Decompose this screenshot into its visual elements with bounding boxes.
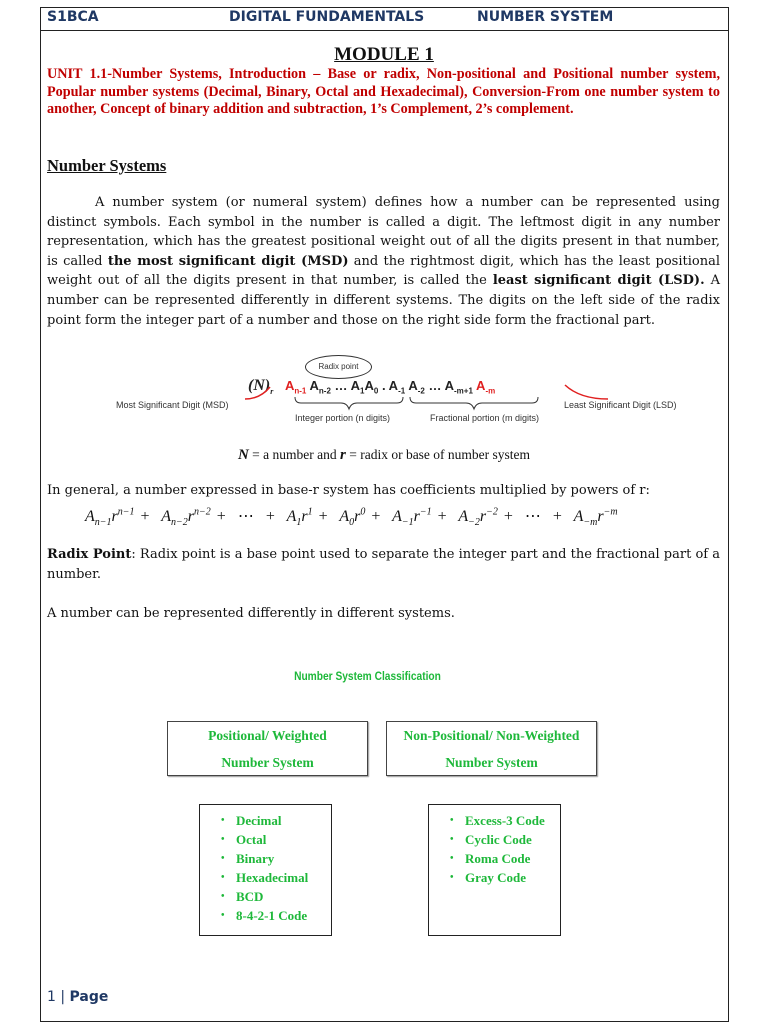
section-heading: Number Systems [47,156,167,175]
sub: -m [485,386,496,396]
list-item: • Octal [236,830,331,849]
category-label: Number System [221,755,314,770]
n-base: (N) [248,377,271,394]
category-label: Positional/ Weighted [208,728,327,743]
term: $A_{-2}r^{-2}$ [458,506,498,529]
page-footer [47,989,108,1005]
list-item: • Binary [236,849,331,868]
sub: 1 [360,386,365,396]
sub: n−1 [94,517,112,529]
list-item: • Cyclic Code [465,830,560,849]
n-symbol: N [237,447,249,463]
sub: 1 [296,517,302,529]
classification-title: Number System Classification [294,669,441,683]
list-item: • Decimal [236,811,331,830]
digit-lsd: $A_{-m}$ [476,378,496,396]
paragraph-radix-point [47,545,720,584]
fractional-portion-label: Fractional portion (m digits) [430,413,540,423]
list-item: • Roma Code [465,849,560,868]
sup: n−1 [117,506,135,518]
list-item: • BCD [236,887,331,906]
term: $A_{n-2}r^{n-2}$ [161,506,211,529]
text: and the rightmost digit, which has the least positional weight out of all the digits present in that number, is called the [47,253,720,289]
sup: −1 [419,506,432,518]
unit-syllabus: UNIT 1.1-Number Systems, Introduction – Base or radix, Non-positional and Positional number system, Popular number systems (Decimal, Binary, Octal and Hexadecimal), Conversion-From one number system to another, Concept of binary addition and subtraction, 1’s Complement, 2’s complement. [47,66,720,117]
sub: 0 [349,517,355,529]
sup: n−2 [194,506,211,518]
paragraph-intro [47,193,720,330]
sub: -m+1 [454,386,473,396]
radix-point-bubble: Radix point [305,355,372,379]
ellipsis: ⋯ [237,508,254,525]
sub: n−2 [171,517,188,529]
integer-portion-label: Integer portion (n digits) [295,413,391,423]
term: $A_{-m}r^{-m}$ [573,506,618,529]
term: $A_1r^1$ [286,506,313,529]
header-divider [40,30,729,31]
page-label: Page [69,989,109,1005]
sup: 0 [360,506,366,518]
text: A number can be represented differently in different systems. The digits on the left side of the radix point form the integer part of a number and those on the right side form the fractional part. [47,273,721,328]
category-label: Non-Positional/ Non-Weighted [403,728,580,743]
lsd-label: Least Significant Digit (LSD) [564,400,677,410]
list-item: • Gray Code [465,868,560,887]
term: $A_{-1}r^{-1}$ [392,506,432,529]
sub: 0 [373,386,379,396]
radix-point-term: Radix Point [47,547,132,562]
non-positional-category-box [386,721,597,776]
radix-point-diagram [110,355,700,430]
sup: −m [603,506,618,518]
header-topic: NUMBER SYSTEM [477,9,614,25]
header-subject: DIGITAL FUNDAMENTALS [229,9,425,25]
n-sub: r [270,387,274,397]
r-symbol: r [340,447,346,463]
positional-category-box [167,721,368,776]
category-label: Number System [445,755,538,770]
text: : Radix point is a base point used to separate the integer part and the fractional part of a number. [47,547,720,582]
sub: −1 [401,517,414,529]
header-course: S1BCA [47,9,99,25]
sub: n-2 [318,386,331,396]
term-msd: the most significant digit (MSD) [107,253,349,269]
term-lsd: least significant digit (LSD). [492,273,705,289]
ellipsis: ⋯ [524,508,541,525]
non-positional-list [428,804,561,936]
list-item: • 8-4-2-1 Code [236,906,331,925]
sub: −m [583,517,598,529]
sup: −2 [486,506,498,518]
msd-label: Most Significant Digit (MSD) [116,400,229,410]
separator: | [55,989,70,1005]
sub: −2 [468,517,480,529]
list-item: • Hexadecimal [236,868,331,887]
expansion-formula: $A_{n-1}r^{n-1} + A_{n-2}r^{n-2}$ + ⋯ + $A_1r^1 + A_0r^0 + A_{-1}r^{-1} + A_{-2}r^{-2}$ + ⋯ + $A_{-m}r^{-m}$ [85,506,618,529]
sub: -2 [417,386,425,396]
paragraph-representation: A number can be represented differently in different systems. [47,606,455,621]
text: = a number and [248,447,340,462]
module-title: MODULE 1 [334,44,434,65]
text: A number system (or numeral system) defines how a number can be represented using distinct symbols. Each symbol in the number is called a digit. The leftmost digit in any number representation, which has the greatest positional weight out of all the digits present in that number, is called [47,195,720,269]
sup: 1 [307,506,313,518]
sub: n-1 [294,386,307,396]
list-item: • Excess-3 Code [465,811,560,830]
diagram-arrows-braces [110,355,700,430]
term: $A_{n-1}r^{n-1}$ [85,506,135,529]
digit-msd: $A_{n-1}$ [284,378,307,396]
number-representation: $(N)_r$ $A_{n-1}$ $A_{n-2}$ … $A_1A_0$ . $A_{-1}$ $A_{-2}$ … $A_{-m+1}$ $A_{-m}$ [248,377,496,397]
paragraph-base-r: In general, a number expressed in base-r system has coefficients multiplied by powers of r: [47,483,650,498]
positional-list [199,804,332,936]
page-number: 1 [47,989,56,1005]
text: = radix or base of number system [345,447,531,462]
term: $A_0r^0$ [339,506,366,529]
notation-line [0,447,768,464]
sub: -1 [398,386,406,396]
